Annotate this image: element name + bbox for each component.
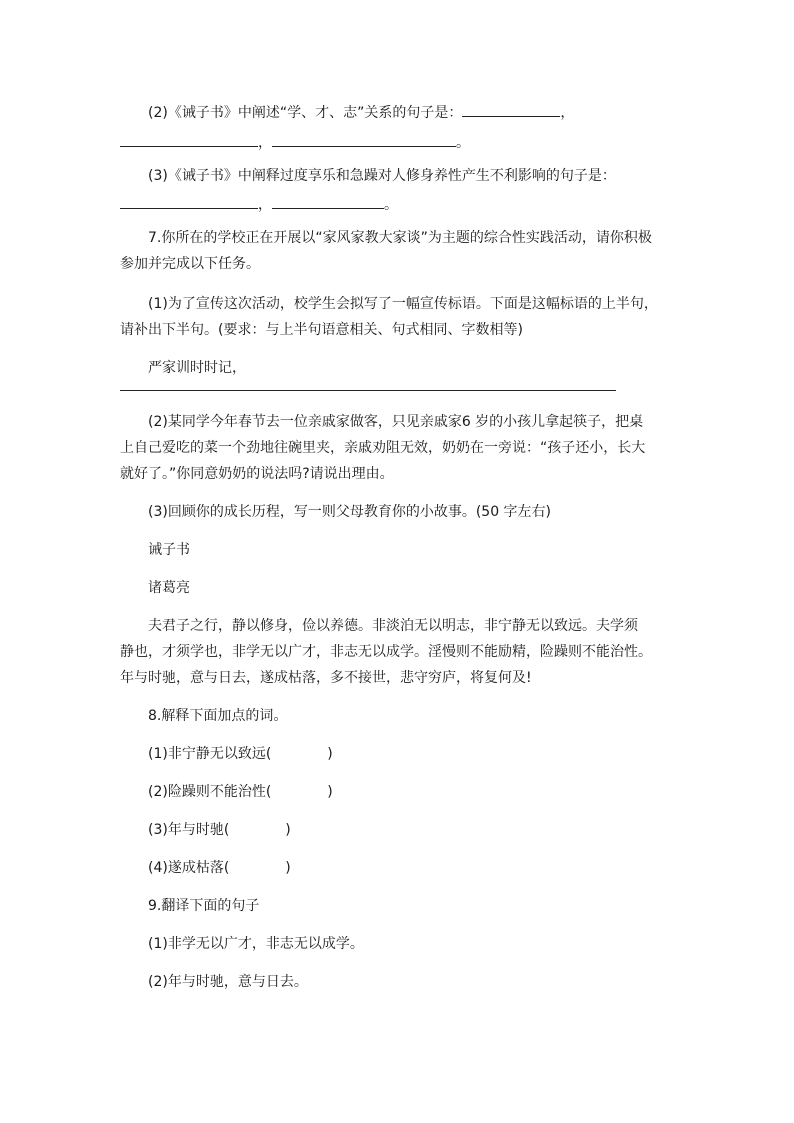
- q8-item4-text: (4)遂成枯落(: [148, 860, 230, 876]
- q6-item2-prompt: (2)《诫子书》中阐述“学、才、志”关系的句子是：: [148, 105, 463, 121]
- q8-item3-text: (3)年与时驰(: [148, 822, 230, 838]
- q6-item3-comma: ，: [258, 197, 272, 213]
- q9-title: 9.翻译下面的句子: [148, 898, 260, 914]
- q7-task1-blank[interactable]: [120, 376, 616, 391]
- q8-item3-close: ): [285, 822, 291, 838]
- q8-item4: [148, 858, 291, 878]
- q7-line1: 7.你所在的学校正在开展以“家风家教大家谈”为主题的综合性实践活动，请你积极: [148, 230, 652, 246]
- q6-item2-comma1: ，: [560, 105, 575, 121]
- q8-item3: [148, 820, 291, 840]
- q8-item1-close: ): [327, 746, 333, 762]
- q6-item2-blank3[interactable]: [272, 132, 456, 147]
- q6-item3-prompt: (3)《诫子书》中阐释过度享乐和急躁对人修身养性产生不利影响的句子是：: [148, 168, 616, 184]
- q6-item3-line1: [148, 166, 616, 186]
- passage-line3: 年与时驰，意与日去，遂成枯落，多不接世，悲守穷庐，将复何及!: [120, 670, 532, 686]
- q8-item2: [148, 782, 333, 802]
- q8-item2-text: (2)险躁则不能治性(: [148, 784, 272, 800]
- q6-item2-blank1[interactable]: [462, 102, 560, 117]
- q8-item2-close: ): [327, 784, 333, 800]
- q9-item2: (2)年与时驰，意与日去。: [148, 974, 308, 990]
- q7-task1-line2: 请补出下半句。(要求：与上半句语意相关、句式相同、字数相等): [120, 322, 523, 338]
- q8-title: 8.解释下面加点的词。: [148, 708, 288, 724]
- passage-line2: 静也，才须学也，非学无以广才，非志无以成学。淫慢则不能励精，险躁则不能治性。: [120, 644, 652, 660]
- q8-item1: [148, 744, 333, 764]
- q6-item2-line2: [120, 132, 470, 153]
- q6-item2-blank2[interactable]: [120, 132, 258, 147]
- q7-task1-line1: (1)为了宣传这次活动，校学生会拟写了一幅宣传标语。下面是这幅标语的上半句，: [148, 296, 658, 312]
- q7-task2-line1: (2)某同学今年春节去一位亲戚家做客，只见亲戚家6 岁的小孩儿拿起筷子，把桌: [148, 414, 644, 430]
- q7-task1-answer-line: [120, 376, 616, 397]
- q8-item1-text: (1)非宁静无以致远(: [148, 746, 272, 762]
- passage-line1: 夫君子之行，静以修身，俭以养德。非淡泊无以明志，非宁静无以致远。夫学须: [148, 618, 638, 634]
- q6-item2-period: 。: [456, 135, 470, 151]
- q6-item2-line1: [148, 102, 574, 123]
- q8-item4-close: ): [285, 860, 291, 876]
- q6-item3-blank1[interactable]: [120, 194, 258, 209]
- q7-task3: (3)回顾你的成长历程，写一则父母教育你的小故事。(50 字左右): [148, 504, 552, 520]
- q7-task1-slogan: 严家训时时记，: [148, 360, 246, 376]
- q9-item1: (1)非学无以广才，非志无以成学。: [148, 936, 364, 952]
- q6-item2-comma2: ，: [258, 135, 272, 151]
- q7-line2: 参加并完成以下任务。: [120, 256, 260, 272]
- passage-title: 诫子书: [148, 542, 190, 558]
- q6-item3-period: 。: [384, 197, 398, 213]
- q6-item3-blank2[interactable]: [272, 194, 384, 209]
- q7-task2-line3: 就好了。”你同意奶奶的说法吗?请说出理由。: [120, 466, 394, 482]
- q7-task2-line2: 上自己爱吃的菜一个劲地往碗里夹，亲戚劝阻无效，奶奶在一旁说：“孩子还小，长大: [120, 440, 646, 456]
- q6-item3-line2: [120, 194, 398, 215]
- passage-author: 诸葛亮: [148, 580, 190, 596]
